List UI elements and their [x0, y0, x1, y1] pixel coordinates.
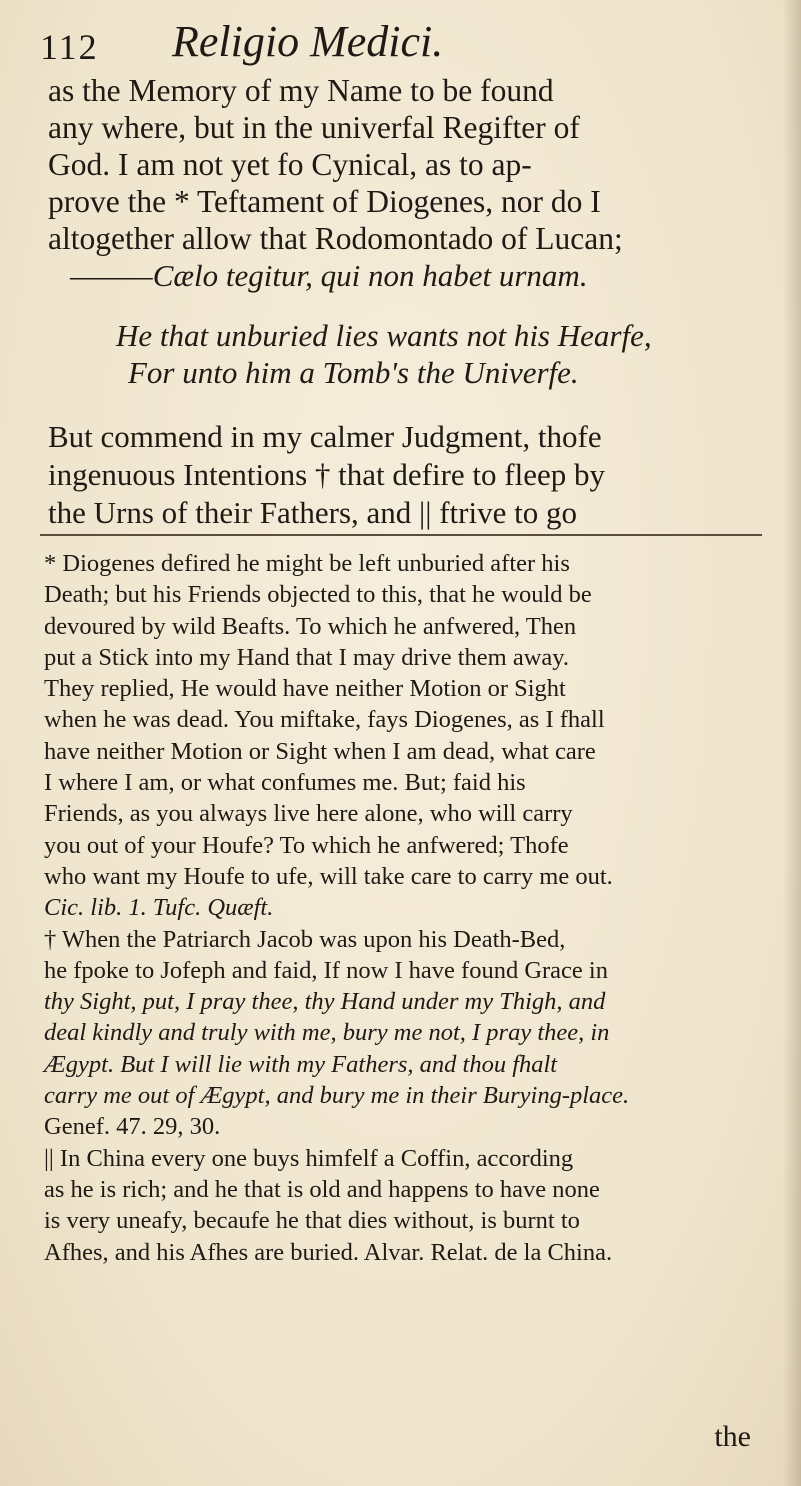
footnote-line: he fpoke to Jofeph and faid, If now I have found Grace in: [44, 956, 608, 984]
footnote-line: Afhes, and his Afhes are buried. Alvar. Relat. de la China.: [44, 1238, 613, 1266]
page-header: [40, 16, 760, 66]
footnote-line: deal kindly and truly with me, bury me not, I pray thee, in: [44, 1019, 610, 1047]
text-line: altogether allow that Rodomontado of Lucan;: [48, 221, 623, 256]
footnote-line: carry me out of Ægypt, and bury me in their Burying-place.: [44, 1082, 630, 1110]
footnote-line: Friends, as you always live here alone, who will carry: [44, 800, 573, 828]
page-number: 112: [40, 27, 99, 67]
text-line: But commend in my calmer Judgment, thofe: [48, 419, 602, 454]
footnote-line: Death; but his Friends objected to this, that he would be: [44, 581, 592, 609]
footnote-citation: Genef. 47. 29, 30.: [44, 1113, 221, 1141]
footnote-line: devoured by wild Beafts. To which he anfwered, Then: [44, 612, 577, 640]
footnote-line: They replied, He would have neither Motion or Sight: [44, 675, 566, 703]
footnote-line: you out of your Houfe? To which he anfwered; Thofe: [44, 831, 569, 859]
text-line: as the Memory of my Name to be found: [48, 73, 554, 108]
footnote-citation: Cic. lib. 1. Tufc. Quæft.: [44, 894, 274, 922]
footnote-line: || In China every one buys himfelf a Coffin, according: [44, 1144, 574, 1172]
footnote-line: as he is rich; and he that is old and happens to have none: [44, 1175, 600, 1203]
main-text: [48, 72, 776, 257]
text-line: God. I am not yet fo Cynical, as to ap-: [48, 147, 532, 182]
footnote-line: Ægypt. But I will lie with my Fathers, and thou fhalt: [44, 1050, 558, 1078]
running-title: Religio Medici.: [172, 17, 444, 66]
footnote-line: when he was dead. You miftake, fays Diogenes, as I fhall: [44, 706, 605, 734]
footnote-line: † When the Patriarch Jacob was upon his Death-Bed,: [44, 925, 566, 953]
text-line: prove the * Teftament of Diogenes, nor do I: [48, 184, 601, 219]
latin-verse: ———Cælo tegitur, qui non habet urnam.: [70, 258, 588, 293]
catchword: the: [714, 1420, 751, 1453]
text-line: ingenuous Intentions † that defire to fleep by: [48, 457, 606, 492]
footnote-line: thy Sight, put, I pray thee, thy Hand under my Thigh, and: [44, 988, 606, 1016]
english-verse-line: For unto him a Tomb's the Univerfe.: [128, 355, 579, 390]
main-paragraph: [48, 418, 776, 532]
text-line: any where, but in the univerfal Regifter of: [48, 110, 580, 145]
footnote-line: have neither Motion or Sight when I am dead, what care: [44, 737, 596, 765]
footnote-rule: [40, 534, 762, 536]
page-edge-shadow: [783, 0, 801, 1486]
text-line: the Urns of their Fathers, and || ftrive to go: [48, 495, 577, 530]
footnote-line: is very uneafy, becaufe he that dies without, is burnt to: [44, 1207, 580, 1235]
footnote-line: put a Stick into my Hand that I may drive them away.: [44, 643, 570, 671]
footnote-line: I where I am, or what confumes me. But; faid his: [44, 769, 526, 797]
english-verse-line: He that unburied lies wants not his Hearfe,: [116, 318, 652, 353]
footnotes: [44, 548, 784, 1268]
footnote-line: * Diogenes defired he might be left unburied after his: [44, 550, 570, 577]
footnote-line: who want my Houfe to ufe, will take care to carry me out.: [44, 862, 613, 890]
